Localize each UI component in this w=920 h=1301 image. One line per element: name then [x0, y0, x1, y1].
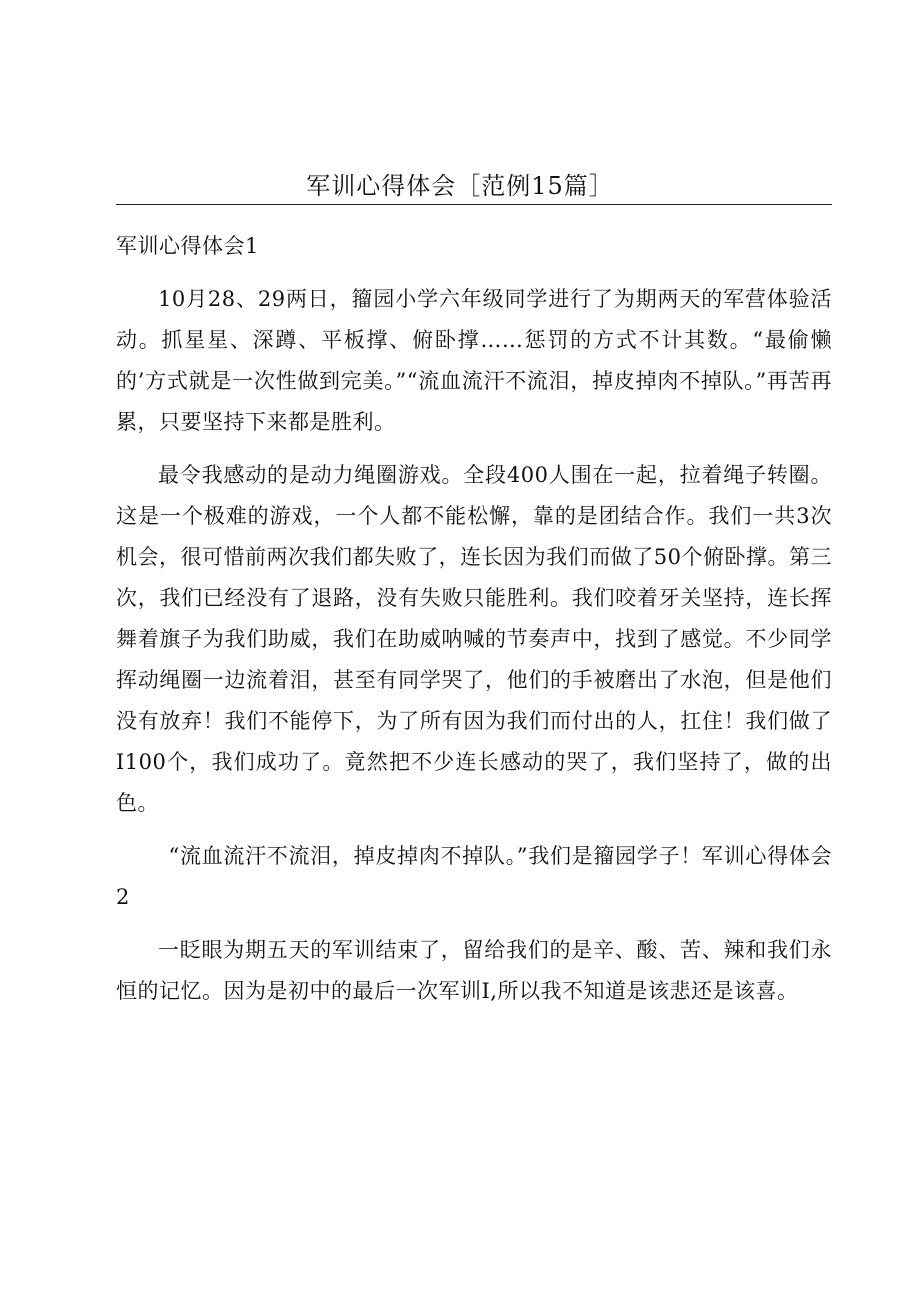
- title-underline: [116, 204, 832, 205]
- section-heading-1: 军训心得体会1: [116, 234, 259, 258]
- paragraph-2: 最令我感动的是动力绳圈游戏。全段400人围在一起，拉着绳子转圈。这是一个极难的游戏，一个人都不能松懈，靠的是团结合作。我们一共3次机会，很可惜前两次我们都失败了，连长因为我们而做了50个俯卧撑。第三次，我们已经没有了退路，没有失败只能胜利。我们咬着牙关坚持，连长挥舞着旗子为我们助威，我们在助威呐喊的节奏声中，找到了感觉。不少同学挥动绳圈一边流着泪，甚至有同学哭了，他们的手被磨出了水泡，但是他们没有放弃！我们不能停下，为了所有因为我们而付出的人，扛住！我们做了I100个，我们成功了。竟然把不少连长感动的哭了，我们坚持了，做的出色。: [116, 463, 832, 815]
- document-body: [116, 226, 832, 1024]
- paragraph-4: 一眨眼为期五天的军训结束了，留给我们的是辛、酸、苦、辣和我们永恒的记忆。因为是初中的最后一次军训I,所以我不知道是该悲还是该喜。: [116, 938, 832, 1003]
- paragraph-1: 10月28、29两日，籀园小学六年级同学进行了为期两天的军营体验活动。抓星星、深蹲、平板撑、俯卧撑……惩罚的方式不计其数。“最偷懒的’方式就是一次性做到完美。”“流血流汗不流泪，掉皮掉肉不掉队。”再苦再累，只要坚持下来都是胜利。: [116, 287, 832, 434]
- document-title: 军训心得体会［范例15篇］: [306, 172, 614, 200]
- paragraph-3: “流血流汗不流泪，掉皮掉肉不掉队。”我们是籀园学子！军训心得体会2: [116, 844, 832, 909]
